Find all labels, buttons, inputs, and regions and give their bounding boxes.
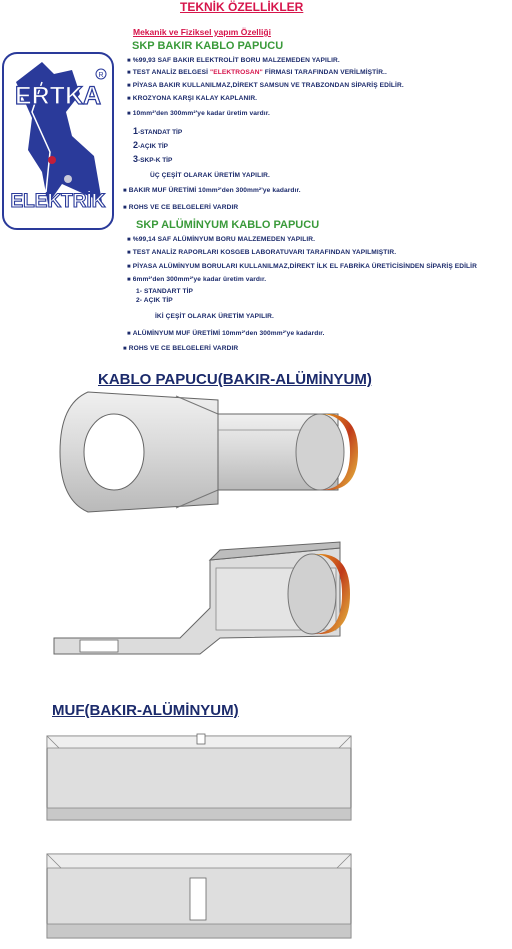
- copper-types-note: ÜÇ ÇEŞİT OLARAK ÜRETİM YAPILIR.: [150, 172, 270, 179]
- copper-heading: SKP BAKIR KABLO PAPUCU: [132, 40, 284, 52]
- copper-bullet-1: ■ %99,93 SAF BAKIR ELEKTROLİT BORU MALZEMEDEN YAPILIR.: [127, 58, 340, 65]
- copper-bullet-2: ■ TEST ANALİZ BELGESİ "ELEKTROSAN" FİRMASI TARAFINDAN VERİLMİŞTİR..: [127, 70, 387, 77]
- copper-bullet-3: ■ PİYASA BAKIR KULLANILMAZ,DİREKT SAMSUN VE TRABZONDAN SİPARİŞ EDİLİR.: [127, 83, 404, 90]
- muf-with-window-illustration: [45, 852, 355, 944]
- company-logo: [2, 52, 114, 230]
- aluminum-rohs-note: ■ ROHS VE CE BELGELERİ VARDIR: [123, 346, 238, 353]
- aluminum-bullet-2: ■ TEST ANALİZ RAPORLARI KOSGEB LABORATUVARI TARAFINDAN YAPILMIŞTIR.: [127, 250, 396, 257]
- muf-with-notch-illustration: [45, 730, 355, 824]
- aluminum-muf-note: ■ ALÜMİNYUM MUF ÜRETİMİ 10mm²'den 300mm²'ye kadardır.: [127, 331, 325, 338]
- lug-section-heading: KABLO PAPUCU(BAKIR-ALÜMİNYUM): [98, 371, 372, 388]
- copper-bullet-4: ■ KROZYONA KARŞI KALAY KAPLANIR.: [127, 96, 257, 103]
- logo-text-top: ERTKA: [14, 82, 102, 110]
- registered-mark: R: [98, 72, 104, 79]
- aluminum-bullet-1: ■ %99,14 SAF ALÜMİNYUM BORU MALZEMEDEN YAPILIR.: [127, 237, 315, 244]
- muf-section-heading: MUF(BAKIR-ALÜMİNYUM): [52, 702, 239, 719]
- copper-type-1: 1-STANDAT TİP: [133, 126, 183, 136]
- copper-bullet-5: ■ 10mm²'den 300mm²'ye kadar üretim vardır.: [127, 111, 270, 118]
- aluminum-type-1: 1- STANDART TİP: [136, 288, 194, 295]
- standard-lug-illustration: [58, 388, 358, 518]
- copper-type-3: 3-SKP-K TİP: [133, 154, 173, 164]
- copper-rohs-note: ■ ROHS VE CE BELGELERİ VARDIR: [123, 205, 238, 212]
- page-subtitle: Mekanik ve Fiziksel yapım Özelliği: [133, 27, 271, 37]
- copper-muf-note: ■ BAKIR MUF ÜRETİMİ 10mm²'den 300mm²'ye kadardır.: [123, 188, 301, 195]
- aluminum-type-2: 2- AÇIK TİP: [136, 297, 173, 304]
- page-title: TEKNİK ÖZELLİKLER: [180, 0, 304, 14]
- aluminum-heading: SKP ALÜMİNYUM KABLO PAPUCU: [136, 219, 320, 231]
- copper-type-2: 2-AÇIK TİP: [133, 140, 168, 150]
- aluminum-bullet-3: ■ PİYASA ALÜMİNYUM BORULARI KULLANILMAZ,DİREKT İLK EL FABRİKA ÜRETİCİSİNDEN SİPARİŞ EDİLİR: [127, 264, 477, 271]
- aluminum-types-note: İKİ ÇEŞİT OLARAK ÜRETİM YAPILIR.: [155, 313, 274, 320]
- aluminum-bullet-4: ■ 6mm²'den 300mm²'ye kadar üretim vardır.: [127, 277, 266, 284]
- elektrosan-highlight: "ELEKTROSAN": [209, 69, 263, 76]
- angled-lug-illustration: [50, 538, 350, 660]
- logo-text-bottom: ELEKTRİK: [10, 191, 106, 212]
